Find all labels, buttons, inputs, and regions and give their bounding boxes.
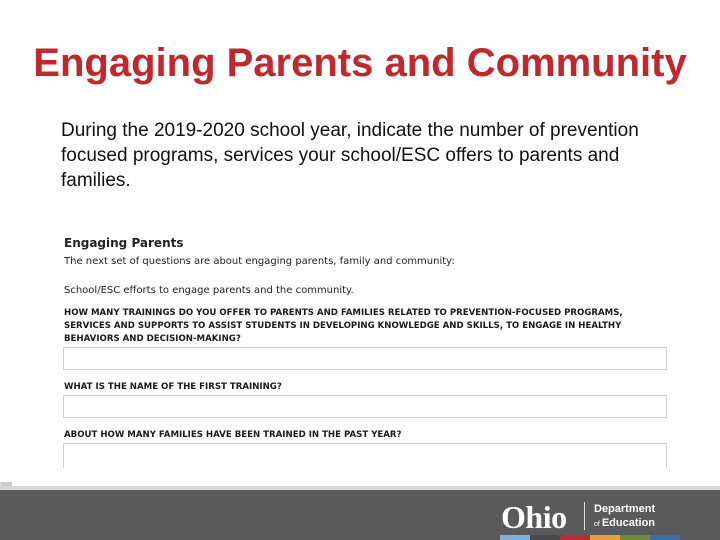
logo-education-text: Education xyxy=(601,517,656,529)
question-2-label: WHAT IS THE NAME OF THE FIRST TRAINING? xyxy=(64,382,282,392)
accent-bar xyxy=(590,535,620,540)
ohio-wordmark: Ohio xyxy=(501,499,567,535)
logo-of-text: of xyxy=(594,521,600,528)
accent-bar xyxy=(620,535,650,540)
survey-form-screenshot xyxy=(63,234,669,468)
form-section-label: School/ESC efforts to engage parents and the community. xyxy=(64,285,354,296)
logo-education-line xyxy=(594,517,655,531)
logo-department-text: Department xyxy=(594,503,656,515)
question-3-label: ABOUT HOW MANY FAMILIES HAVE BEEN TRAINED IN THE PAST YEAR? xyxy=(64,430,402,440)
question-2-input[interactable] xyxy=(63,395,667,418)
logo-divider xyxy=(584,502,585,530)
ohio-department-of-education-logo xyxy=(500,498,680,540)
question-1-label: HOW MANY TRAININGS DO YOU OFFER TO PARENTS AND FAMILIES RELATED TO PREVENTION-FOCUSED PROGRAMS, SERVICES AND SUPPORTS TO ASSIST STUDENTS IN DEVELOPING KNOWLEDGE AND SKILLS, TO ENGAGE IN HEALTHY BEHAVIORS AND DECISION-MAKING? xyxy=(64,308,623,344)
question-1-input[interactable] xyxy=(63,347,667,370)
slide-body-text: During the 2019-2020 school year, indicate the number of prevention focused programs, services your school/ESC offers to parents and families. xyxy=(61,120,639,191)
accent-bar xyxy=(530,535,560,540)
accent-bar xyxy=(650,535,680,540)
form-heading: Engaging Parents xyxy=(64,236,184,250)
accent-bar xyxy=(560,535,590,540)
accent-bar xyxy=(500,535,530,540)
slide-title: Engaging Parents and Community xyxy=(33,41,687,85)
question-3-input[interactable] xyxy=(63,443,667,468)
form-intro: The next set of questions are about engaging parents, family and community: xyxy=(64,256,455,267)
